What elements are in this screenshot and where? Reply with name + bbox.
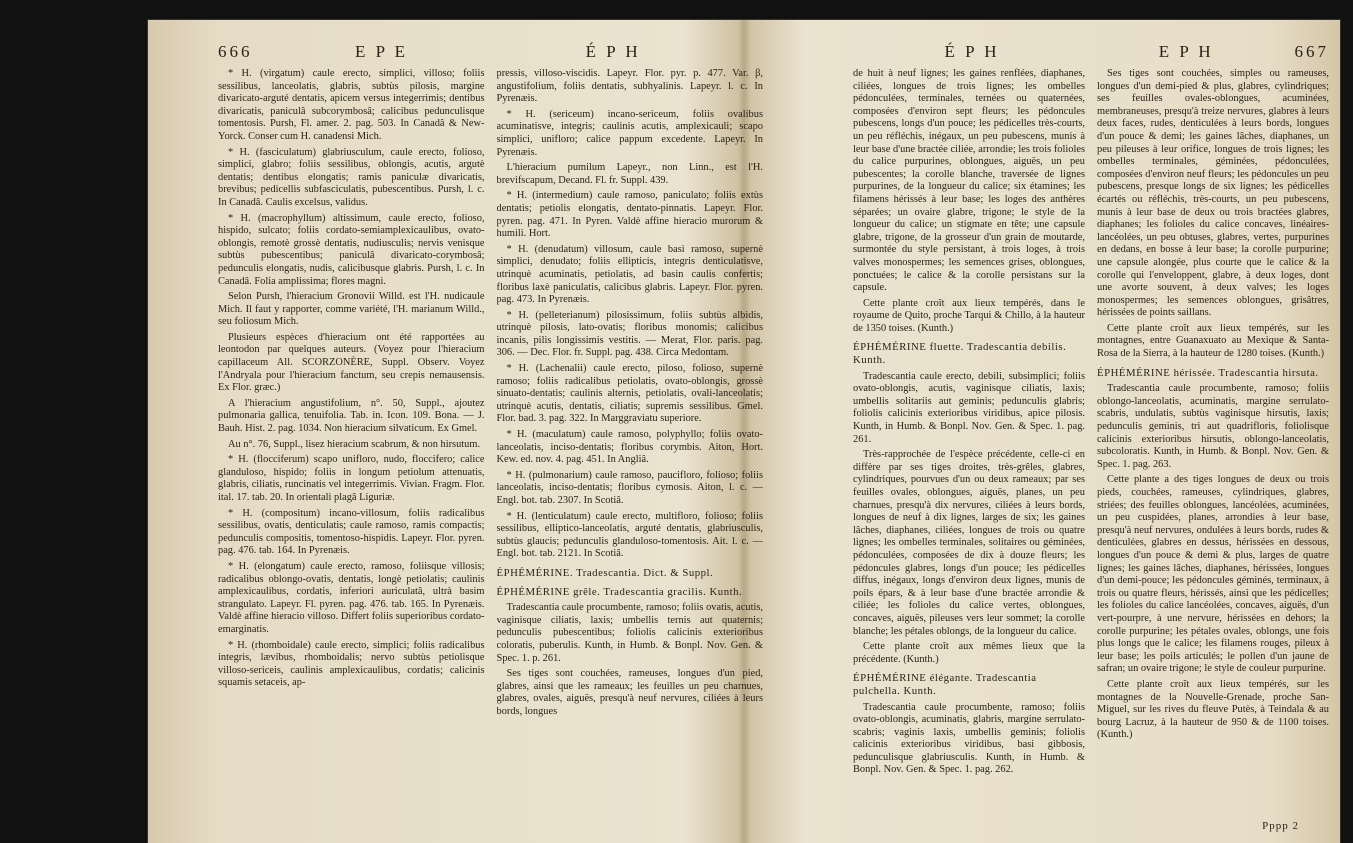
right-column-2	[1097, 68, 1329, 828]
left-page	[218, 38, 763, 838]
right-page-number: 667	[1294, 42, 1329, 61]
note-leontodon: Plusieurs espèces d'hieracium ont été rapportées au leontodon par quelques auteurs. (Voyez pour l'hieracium capillaceum All. SCORZONÈRE, Suppl. Observ. Voyez l'Andryala pour l'hieracium fanctum, seu crepis nemausensis. Ex Flor. græc.)	[218, 331, 485, 394]
heading-ephemerine-grele: ÉPHÉMÉRINE grêle. Tradescantia gracilis. Kunth.	[496, 585, 743, 598]
entry-pelleterianum: * H. (pelleterianum) pilosissimum, foliis subtùs albidis, utrinquè pilosis, lato-ovatis; floribus monomis; calicibus incanis, pilis longissimis vestitis. — Merat, Flor. paris. pag. 306. — Dec. Flor. fr. Suppl. pag. 438. Circa Medontam.	[496, 309, 763, 359]
heading-ephemerine-herissee: ÉPHÉMÉRINE hérissée. Tradescantia hirsuta.	[1097, 366, 1319, 379]
description-hirsuta: Cette plante a des tiges longues de deux ou trois pieds, couchées, rameuses, cylindriques, glabres, striées; des feuilles oblongues, lancéolées, acuminées, un peu cuspidées, planes, arrondies à leur base, presqu'à neuf nervures, ondulées à leurs bords, rudes & denticulées, glabres en dessus, hérissées en dessous, longues d'un pouce & demi & plus, larges de quatre lignes; les gaines lâches, diaphanes, hérissées, longues d'un demi-pouce; les pédoncules géminés, terminaux, à trois ou quatre fleurs, hérissés, ainsi que les pédicelles; les folioles du calice lancéolées, concaves, aiguës, d'un vert-pourpre, à une nervure, hérissées en dehors; la corolle purpurine; les pétales ovales, oblongs, une fois plus longs que le calice; les filamens rouges, pileux à leur base; les poils articulés; le pollen d'un jaune de safran; un ovaire trigone; le style de couleur purpurine.	[1097, 474, 1329, 675]
right-column-1	[853, 68, 1085, 828]
left-column-1	[218, 68, 485, 828]
entry-rhomboidale: * H. (rhomboidale) caule erecto, simplici; foliis radicalibus integris, lævibus, rhomboidalis; nervo subtùs petiolisque villoso-sericeis, caulinis amplexicaulibus, cordatis; calicinis squamis setaceis, ap-	[218, 639, 485, 689]
note-pumilum: L'hieracium pumilum Lapeyr., non Linn., est l'H. brevifscapum, Decand. Fl. fr. Suppl. 439.	[496, 162, 763, 186]
habitat-gracilis: Cette plante croît aux lieux tempérés, dans le royaume de Quito, proche Tarqui & Chillo, à la hauteur de 1350 toises. (Kunth.)	[853, 297, 1085, 334]
left-column-2	[497, 68, 764, 828]
habitat-hirsuta: Cette plante croît aux lieux tempérés, sur les montagnes de la Nouvelle-Grenade, proche San-Miguel, sur les rives du fleuve Putès, à Teindala & au bourg Lacruz, à la hauteur de 950 & de 1100 toises. (Kunth.)	[1097, 678, 1329, 741]
entry-macrophyllum: * H. (macrophyllum) altissimum, caule erecto, folioso, hispido, sulcato; foliis cordato-semiamplexicaulibus, ovato-oblongis, remotè grossè dentatis, nudiusculis; nervis venisque subtùs pubescentibus; paniculâ divaricato-corymbosâ; pedunculis elongatis, nudis, calicibusque glabris. Pursh, l. c. In Canadâ. Folia amplissima; flores magni.	[218, 212, 485, 287]
entry-elongatum: * H. (elongatum) caule erecto, ramoso, foliisque villosis; radicalibus oblongo-ovatis, dentatis, longè petiolatis; caulinis amplexicaulibus, cordatis, inferiori auriculatâ, ultrà basim strangulato. Lapeyr. Fl. pyren. pag. 476. tab. 165. In Pyrenæis. Valdè affine hieracio villoso. Differt foliis superioribus cordato-emarginatis.	[218, 560, 485, 635]
habitat-pulchella: Cette plante croît aux lieux tempérés, sur les montagnes, entre Guanaxuato au Mexique & Santa-Rosa de la Sierra, à la hauteur de 1280 toises. (Kunth.)	[1097, 322, 1329, 360]
description-gracilis-cont: de huit à neuf lignes; les gaines renflées, diaphanes, ciliées, longues de trois lignes; les ombelles pédonculées, terminales, ternées ou quaternées, composées d'environ sept fleurs; les pédoncules pubescens, longs d'un pouce; les pédicelles très-courts, un peu réfléchis, inégaux, un peu pubescens, munis à leur base d'une bractée ciliée, arrondie; les trois folioles du calice purpurines, oblongues, aiguës, un peu pubescentes; la corolle blanche, traversée de lignes purpurines, de la longueur du calice; six étamines; les filamens hérissés à leur base; les loges des anthères séparées; un ovaire glabre, trigone; le style de la longueur du calice; un stigmate en tête; une capsule glabre, trigone, de la grosseur d'un grain de moutarde, surmontée du style persistant, à trois loges, à trois valves monospermes; les semences grises, oblongues, ponctuées; le calice & la corolle persistans sur la capsule.	[853, 68, 1085, 294]
right-page-columns	[853, 68, 1329, 828]
entry-virgatum: * H. (virgatum) caule erecto, simplici, villoso; foliis sessilibus, lanceolatis, glabris, subtùs pilosis, margine divaricato-arguté dentatis, apicem versus integerrimis; dentibus divaricatis, paniculâ subcorymbosâ; calicibus pedunculisque tomentosis. Pursh, Fl. amer. 2. pag. 503. In Canadâ & New-Yorck. Conser cum H. canadensi Mich.	[218, 68, 485, 142]
note-scabrum: Au n°. 76, Suppl., lisez hieracium scabrum, & non hirsutum.	[228, 438, 481, 450]
left-running-head	[218, 38, 763, 68]
diagnosis-debilis: Tradescantia caule erecto, debili, subsimplici; foliis ovato-oblongis, acutis, vaginisque ciliatis, laxis; umbellis solitariis aut geminis; pedunculis glabris; foliolis calicinis exterioribus viridibus, apice pilosis. Kunth, in Humb. & Bonpl. Nov. Gen. & Spec. 1. pag. 261.	[853, 370, 1085, 445]
entry-denudatum: * H. (denudatum) villosum, caule basi ramoso, supernè simplici, denudato; foliis ellipticis, integris denticulatisve, utrinquè acuminatis, petiolatis, ad basin caulis confertis; floribus laxè paniculatis, calicibus glabris. Lapeyr. Flor. pyren. pag. 473. In Pyrenæis.	[496, 243, 763, 306]
heading-ephemerine: ÉPHÉMÉRINE. Tradescantia. Dict. & Suppl.	[496, 566, 714, 579]
right-page	[853, 38, 1329, 838]
right-running-head	[853, 38, 1329, 68]
note-angustifolium: A l'hieracium angustifolium, n°. 50, Suppl., ajoutez pulmonaria gallica, tenuifolia. Tab. in. Icon. 109. Bona. — J. Bauh. Hist. 2. pag. 1034. Non hieracium silvaticum. Ex Gmel.	[218, 397, 485, 435]
heading-ephemerine-elegante: ÉPHÉMÉRINE élégante. Tradescantia pulchella. Kunth.	[853, 672, 1037, 697]
description-pulchella: Ses tiges sont couchées, simples ou rameuses, longues d'un demi-pied & plus, glabres, cylindriques; ses feuilles ovales-oblongues, acuminées, membraneuses, presqu'à treize nervures, glabres à leurs deux faces, rudes, denticulées à leurs bords, longues d'un pouce & demi; les gaines lâches, diaphanes, un peu pileuses à leur orifice, longues de trois lignes; les ombelles terminales, géminées, pédonculées, composées d'environ neuf fleurs; les pédoncules un peu pubescens, presque longs de six lignes; les pédicelles écartés ou réfléchis, très-courts, un peu pubescens, munis à leur base de deux ou trois bractées glabres, diaphanes; les folioles du calice concaves, linéaires-lancéolées, un peu obtuses, glabres, vertes, purpurines en dedans, en bosse à leur base; la corolle purpurine; une capsule alongée, plus courte que le calice & la corolle qui l'enveloppent, glabre, à deux loges, dont une avorte souvent, à deux valves; les loges monospermes; les semences oblongues, grisâtres, hérissées de points saillans.	[1097, 68, 1329, 319]
entry-maculatum: * H. (maculatum) caule ramoso, polyphyllo; foliis ovato-lanceolatis, inciso-dentatis; floribus corymbis. Aiton, Hort. Kew. ed. nov. 4. pag. 451. In Angliâ.	[496, 429, 763, 466]
diagnosis-gracilis: Tradescantia caule procumbente, ramoso; foliis ovatis, acutis, vaginisque ciliatis, laxis; umbellis ternis aut quaternis; pedunculis pubescentibus; foliolis calicinis exterioribus coloratis, puberulis. Kunth, in Humb. & Bonpl. Nov. Gen. & Spec. 1. p. 261.	[496, 602, 763, 664]
entry-lachenalii: * H. (Lachenalii) caule erecto, piloso, folioso, supernè ramoso; foliis radicalibus petiolatis, ovato-oblongis, grossè sinuato-dentatis; caulinis alternis, petiolatis, ovali-lanceolatis; utrinquè acutis, dentatis, ciliatis; supremis sessilibus. Gmel. Flor. bad. 3. pag. 322. In Marggraviatu superiore.	[496, 363, 763, 425]
right-head-word-2: E P H	[1158, 42, 1214, 61]
description-gracilis: Ses tiges sont couchées, rameuses, longues d'un pied, glabres, ainsi que les rameaux; les feuilles un peu charnues, glabres, ovales, aiguës, presqu'à neuf nervures, ciliées à leurs bords, longues	[496, 668, 763, 717]
habitat-debilis: Cette plante croît aux mêmes lieux que la précédente. (Kunth.)	[853, 641, 1085, 665]
left-head-word-1: E P E	[354, 42, 409, 61]
heading-ephemerine-fluette: ÉPHÉMÉRINE fluette. Tradescantia debilis. Kunth.	[853, 341, 1067, 367]
description-debilis: Très-rapprochée de l'espèce précédente, celle-ci en diffère par ses tiges droites, très-grêles, glabres, cylindriques, pourvues d'un ou deux rameaux; par ses feuilles ovales, oblongues, aiguës, planes, un peu charnues, presqu'à dix nervures, ciliées à leurs bords, longues de neuf à dix lignes, larges de six; les gaines lâches, diaphanes, ciliées, longues de trois ou quatre lignes; les ombelles terminales, solitaires ou géminées, pédonculées, composées de dix à douze fleurs; les pédoncules glabres, longs d'un pouce; les pédicelles diffus, inégaux, longs d'environ deux lignes, munis de poils épars, & à leur base d'une bractée arrondie & ciliée; les folioles du calice vertes, oblongues, concaves, aiguës, pileuses vers leur sommet; la corolle blanche; les pétales oblongs, de la longueur du calice.	[853, 449, 1085, 637]
entry-rhomboidale-cont: pressis, villoso-viscidis. Lapeyr. Flor. pyr. p. 477. Var. β, angustifolium, foliis dentatis, subhyalinis. Lapeyr. l. c. In Pyrenæis.	[496, 68, 763, 105]
left-page-number: 666	[218, 42, 253, 61]
left-page-columns	[218, 68, 763, 828]
entry-lenticulatum: * H. (lenticulatum) caule erecto, multifloro, folioso; foliis sessilibus, elliptico-lanceolatis, arguté dentatis, glabriusculis, subtùs glaucis; pedunculis glanduloso-tomentosis. Ait. l. c. — Engl. bot. tab. 2121. In Scotiâ.	[496, 510, 763, 560]
entry-compositum: * H. (compositum) incano-villosum, foliis radicalibus sessilibus, ovatis, denticulatis; caule ramoso, ramis compactis; pedunculis compositis, tomentoso-hispidis. Lapeyr. Flor. pyren. pag. 476. tab. 164. In Pyrenæis.	[218, 507, 485, 557]
diagnosis-hirsuta: Tradescantia caule procumbente, ramoso; foliis oblongo-lanceolatis, acuminatis, margine serrulato-scabris, undulatis, subtùs vaginisque hirsutis, laxis; pedunculis geminis, tri aut quadrifloris, foliolisque calicinis exterioribus hirsutis, oblongo-lanceolatis, subcoloratis. Kunth, in Humb. & Bonpl. Nov. Gen. & Spec. 1. pag. 263.	[1097, 383, 1329, 470]
note-pursh: Selon Pursh, l'hieracium Gronovii Willd. est l'H. nudicaule Mich. Il faut y rapporter, comme variété, l'H. marianum Willd., seu foliosum Mich.	[218, 291, 485, 328]
left-head-word-2: É P H	[585, 42, 641, 61]
book-spread	[148, 20, 1340, 843]
signature-mark: Pppp 2	[1262, 820, 1299, 832]
entry-flocciferum: * H. (flocciferum) scapo unifloro, nudo, floccifero; calice glanduloso, hispido; foliis in longum petiolum attenuatis, glabris, ciliatis, runcinatis vel integerrimis. Vivian. Fragm. Flor. ital. 17. tab. 20. In orientali plagâ Liguriæ.	[218, 454, 485, 503]
diagnosis-pulchella: Tradescantia caule procumbente, ramoso; foliis ovato-oblongis, acuminatis, glabris, margine serrulato-scabris; vaginis laxis, umbellis geminis; foliolis calicinis exterioribus viridibus, basi gibbosis, pedunculisque glabriusculis. Kunth, in Humb. & Bonpl. Nov. Gen. & Spec. 1. pag. 262.	[853, 701, 1085, 776]
entry-sericeum: * H. (sericeum) incano-sericeum, foliis ovalibus acuminatisve, integris; caulinis acutis, amplexicauli; scapo simplici, unifloro; calice pappum excedente. Lapeyr. In Pyrenæis.	[496, 108, 763, 158]
entry-fasciculatum: * H. (fasciculatum) glabriusculum, caule erecto, folioso, simplici, glabro; foliis sessilibus, oblongis, acutis, argutè dentatis; dentibus elongatis; ramis paniculæ divaricatis, brevibus; pedicellis subfasciculatis, pubescentibus. Pursh, l. c. In Canadâ. Caulis excelsus, validus.	[218, 146, 485, 208]
entry-pulmonarium: * H. (pulmonarium) caule ramoso, paucifloro, folioso; foliis lanceolatis, inciso-dentatis; floribus cymosis. Aiton, l. c. — Engl. bot. tab. 2307. In Scotiâ.	[496, 469, 763, 506]
entry-intermedium: * H. (intermedium) caule ramoso, paniculato; foliis extùs dentatis; petiolis elongatis, dentato-pinnatis. Lapeyr. Flor. pyren. pag. 471. In Pyren. Valdè affine hieracio murorum & humili. Hort.	[496, 190, 763, 240]
right-head-word-1: É P H	[944, 42, 1000, 61]
